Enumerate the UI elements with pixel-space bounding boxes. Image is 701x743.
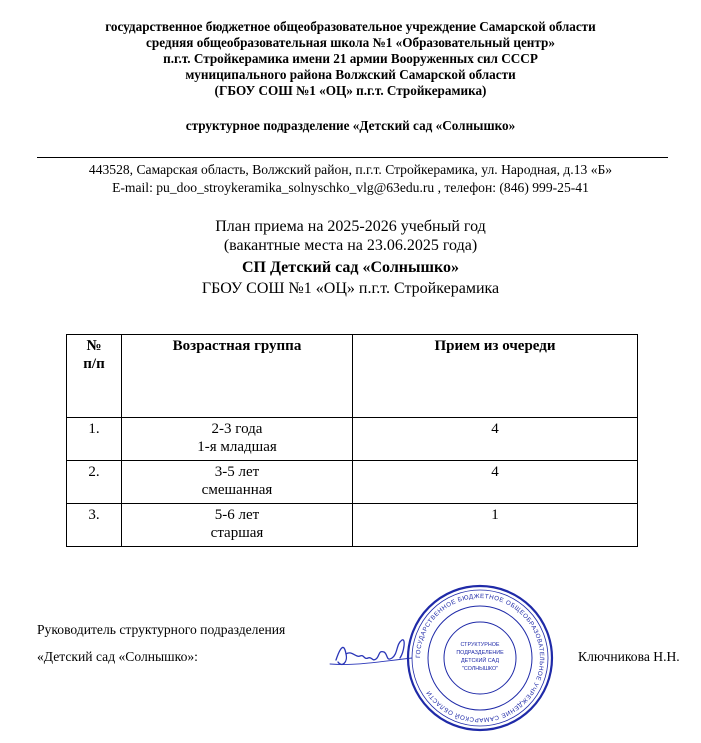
header-line-1: государственное бюджетное общеобразовательное учреждение Самарской области xyxy=(105,19,596,34)
row-age-group xyxy=(122,504,353,547)
signatory-name: Ключникова Н.Н. xyxy=(578,649,680,664)
table-row xyxy=(67,504,638,547)
header-line-3: п.г.т. Стройкерамика имени 21 армии Вооруженных сил СССР xyxy=(163,51,538,66)
row-group-name: 1-я младшая xyxy=(197,439,277,455)
handwritten-signature xyxy=(326,628,416,678)
header-divider xyxy=(37,157,668,158)
row-group-name: старшая xyxy=(210,525,264,541)
row-age-group xyxy=(122,418,353,461)
row-age: 3-5 лет xyxy=(214,464,260,480)
stamp-center-line: СТРУКТУРНОЕ xyxy=(460,642,500,648)
plan-org-bold: СП Детский сад «Солнышко» xyxy=(241,259,460,276)
signatory-title: Руководитель структурного подразделения xyxy=(37,622,286,637)
plan-org: ГБОУ СОШ №1 «ОЦ» п.г.т. Стройкерамика xyxy=(201,280,500,297)
header-number-symbol: № xyxy=(86,338,102,354)
row-age: 5-6 лет xyxy=(214,507,260,523)
stamp-ring-text: ГОСУДАРСТВЕННОЕ БЮДЖЕТНОЕ ОБЩЕОБРАЗОВАТЕЛЬНОЕ УЧРЕЖДЕНИЕ САМАРСКОЙ ОБЛАСТИ xyxy=(414,592,546,724)
table-row xyxy=(67,461,638,504)
row-age-group xyxy=(122,461,353,504)
stamp-center-line: ПОДРАЗДЕЛЕНИЕ xyxy=(456,650,504,656)
row-admission: 1 xyxy=(353,504,638,547)
row-age: 2-3 года xyxy=(211,421,263,437)
row-group-name: смешанная xyxy=(201,482,273,498)
official-stamp xyxy=(405,583,555,733)
row-number: 2. xyxy=(67,461,122,504)
plan-date: (вакантные места на 23.06.2025 года) xyxy=(223,237,478,254)
table-header-row xyxy=(67,335,638,418)
header-number xyxy=(67,335,122,418)
row-number: 3. xyxy=(67,504,122,547)
plan-title: План приема на 2025-2026 учебный год xyxy=(215,218,486,235)
header-line-4: муниципального района Волжский Самарской области xyxy=(185,67,516,82)
address-line: 443528, Самарская область, Волжский район, п.г.т. Стройкерамика, ул. Народная, д.13 «Б» xyxy=(88,162,613,177)
header-line-2: средняя общеобразовательная школа №1 «Образовательный центр» xyxy=(146,35,555,50)
header-age-group: Возрастная группа xyxy=(122,335,353,418)
row-admission: 4 xyxy=(353,461,638,504)
signatory-organization: «Детский сад «Солнышко»: xyxy=(37,649,198,664)
admission-table xyxy=(66,334,638,547)
stamp-center-line: "СОЛНЫШКО" xyxy=(461,666,499,672)
table-row xyxy=(67,418,638,461)
header-line-5: (ГБОУ СОШ №1 «ОЦ» п.г.т. Стройкерамика) xyxy=(214,83,487,98)
contact-line: E-mail: pu_doo_stroykeramika_solnyschko_vlg@63edu.ru , телефон: (846) 999-25-41 xyxy=(112,180,589,195)
stamp-center-line: ДЕТСКИЙ САД xyxy=(460,658,500,664)
row-number: 1. xyxy=(67,418,122,461)
header-admission: Прием из очереди xyxy=(353,335,638,418)
row-admission: 4 xyxy=(353,418,638,461)
subdivision-title: структурное подразделение «Детский сад «Солнышко» xyxy=(185,118,516,133)
header-number-abbr: п/п xyxy=(83,356,105,372)
